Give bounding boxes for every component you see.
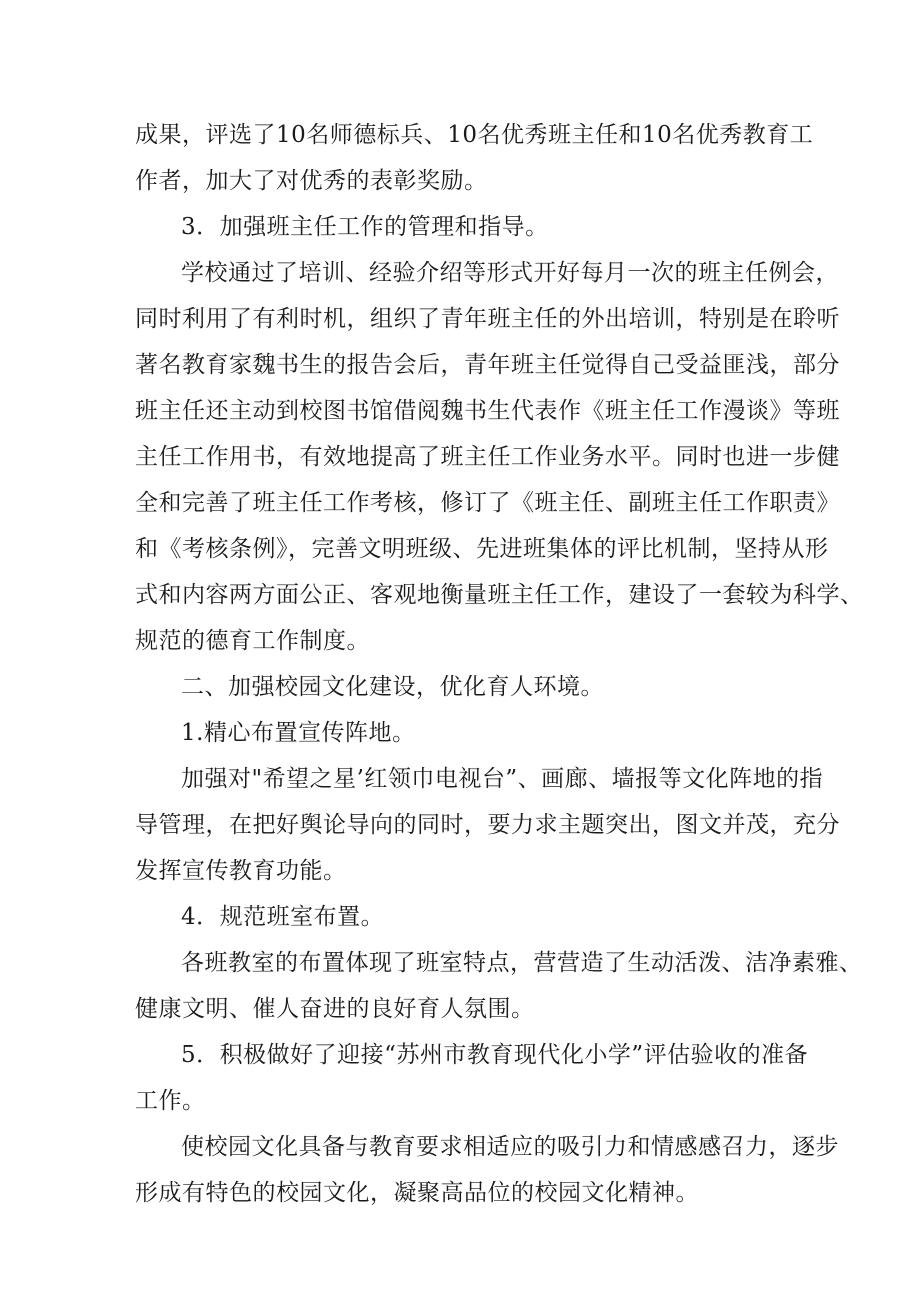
paragraph-line: 各班教室的布置体现了班室特点，营营造了生动活泼、洁净素雅、: [181, 950, 863, 976]
paragraph-line: 同时利用了有利时机，组织了青年班主任的外出培训，特别是在聆听: [135, 306, 840, 332]
section-heading: 3．加强班主任工作的管理和指导。: [181, 214, 549, 240]
paragraph-line: 健康文明、催人奋进的良好育人氛围。: [135, 996, 535, 1022]
paragraph-line: 导管理，在把好舆论导向的同时，要力求主题突出，图文并茂，充分: [135, 812, 840, 838]
paragraph-line: 学校通过了培训、经验介绍等形式开好每月一次的班主任例会，: [181, 260, 839, 286]
document-body: [135, 112, 864, 1216]
subsection-heading: 4．规范班室布置。: [181, 904, 385, 930]
subsection-heading: 1.精心布置宣传阵地。: [181, 720, 416, 746]
paragraph-line: 规范的德育工作制度。: [135, 628, 370, 654]
paragraph-line: 和《考核条例》，完善文明班级、先进班集体的评比机制，坚持从形: [135, 536, 829, 562]
paragraph-line: 形成有特色的校园文化，凝聚高品位的校园文化精神。: [135, 1180, 699, 1206]
paragraph-line: 全和完善了班主任工作考核，修订了《班主任、副班主任工作职责》: [135, 490, 840, 516]
paragraph-line: 使校园文化具备与教育要求相适应的吸引力和情感感召力，逐步: [181, 1134, 839, 1160]
paragraph-line: 班主任还主动到校图书馆借阅魏书生代表作《班主任工作漫谈》等班: [135, 398, 840, 424]
paragraph-line: 主任工作用书，有效地提高了班主任工作业务水平。同时也进一步健: [135, 444, 840, 470]
section-heading: 二、加强校园文化建设，优化育人环境。: [181, 674, 604, 700]
paragraph-line: 加强对"希望之星’红领巾电视台”、画廊、墙报等文化阵地的指: [181, 766, 824, 792]
paragraph-line: 作者，加大了对优秀的表彰奖励。: [135, 168, 488, 194]
subsection-heading: 工作。: [135, 1088, 206, 1114]
paragraph-line: 成果，评选了10名师德标兵、10名优秀班主任和10名优秀教育工: [135, 122, 814, 148]
paragraph-line: 式和内容两方面公正、客观地衡量班主任工作，建设了一套较为科学、: [135, 582, 864, 608]
paragraph-line: 发挥宣传教育功能。: [135, 858, 347, 884]
paragraph-line: 著名教育家魏书生的报告会后，青年班主任觉得自己受益匪浅，部分: [135, 352, 840, 378]
subsection-heading: 5．积极做好了迎接“苏州市教育现代化小学”评估验收的准备: [181, 1042, 809, 1068]
